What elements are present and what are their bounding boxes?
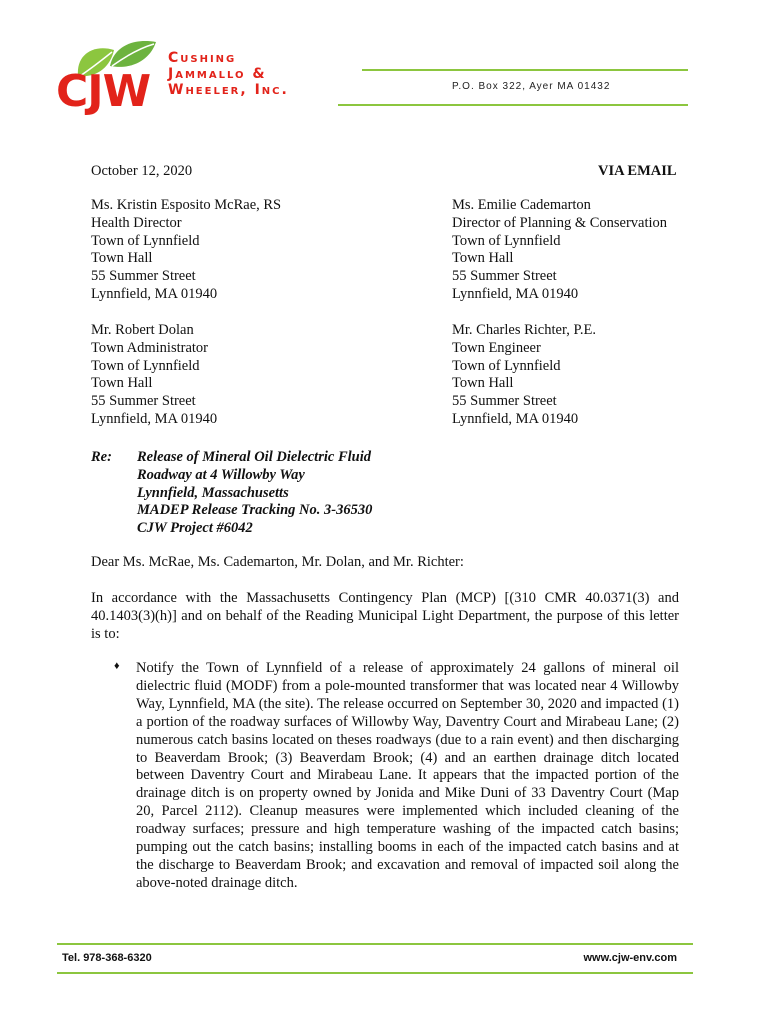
header-rule-bottom bbox=[338, 104, 688, 106]
recipient-address: Ms. Emilie Cademarton Director of Planning & Conservation Town of Lynnfield Town Hall 55 Summer Street Lynnfield, MA 01940 bbox=[452, 197, 668, 302]
company-logo bbox=[56, 36, 356, 117]
footer-rule-bottom bbox=[57, 972, 693, 974]
recipient-address: Ms. Kristin Esposito McRae, RS Health Director Town of Lynnfield Town Hall 55 Summer Street Lynnfield, MA 01940 bbox=[91, 197, 282, 302]
footer-rule bbox=[57, 943, 693, 945]
bullet-item: Notify the Town of Lynnfield of a release of approximately 24 gallons of mineral oil dielectric fluid (MODF) from a pole-mounted transformer that was located near 4 Willowby Way, Lynnfield, MA (the site). The release occurred on September 30, 2020 and impacted (1) a portion of the roadway surfaces of Willowby Way, Daventry Court and Mirabeau Lane; (2) numerous catch basins located on theses roadways (due to a rain event) and then discharging to Beaverdam Brook; (3) Beaverdam Brook; (4) and an earthen drainage ditch located between Daventry Court and Mirabeau Lane. It appears that the impacted portion of the drainage ditch is on property owned by Jonida and Mike Duni of 33 Daventry Court (Map 20, Parcel 2112). Cleanup measures were implemented which included cleaning of the roadway surfaces; pressure and high temperature washing of the impacted catch basins; pumping out the catch basins; installing booms in each of the impacted catch basins and at the discharge to Beaverdam Brook; and excavation and removal of impacted soil along the above-noted drainage ditch. bbox=[136, 660, 679, 891]
salutation: Dear Ms. McRae, Ms. Cademarton, Mr. Dolan, and Mr. Richter: bbox=[91, 554, 464, 570]
recipient-address: Mr. Robert Dolan Town Administrator Town of Lynnfield Town Hall 55 Summer Street Lynnfield, MA 01940 bbox=[91, 322, 218, 427]
footer-phone: Tel. 978-368-6320 bbox=[62, 952, 152, 964]
company-name: Cushing Jammallo & Wheeler, Inc. bbox=[168, 50, 289, 98]
delivery-method: VIA EMAIL bbox=[598, 163, 677, 179]
footer-website: www.cjw-env.com bbox=[583, 952, 677, 964]
diamond-bullet-icon: ♦ bbox=[114, 660, 120, 672]
company-address: P.O. Box 322, Ayer MA 01432 bbox=[452, 81, 611, 92]
header-rule-top bbox=[362, 69, 688, 71]
re-label: Re: bbox=[91, 449, 112, 465]
logo-cjw-text: CJW bbox=[56, 66, 151, 117]
subject-block: Release of Mineral Oil Dielectric Fluid Roadway at 4 Willowby Way Lynnfield, Massachusetts MADEP Release Tracking No. 3-36530 CJW Project #6042 bbox=[137, 449, 373, 537]
intro-paragraph: In accordance with the Massachusetts Contingency Plan (MCP) [(310 CMR 40.0371(3) and 40.1403(3)(h)] and on behalf of the Reading Municipal Light Department, the purpose of this letter is to: bbox=[91, 590, 679, 642]
recipient-address: Mr. Charles Richter, P.E. Town Engineer Town of Lynnfield Town Hall 55 Summer Street Lynnfield, MA 01940 bbox=[452, 322, 597, 427]
letter-date: October 12, 2020 bbox=[91, 163, 193, 179]
